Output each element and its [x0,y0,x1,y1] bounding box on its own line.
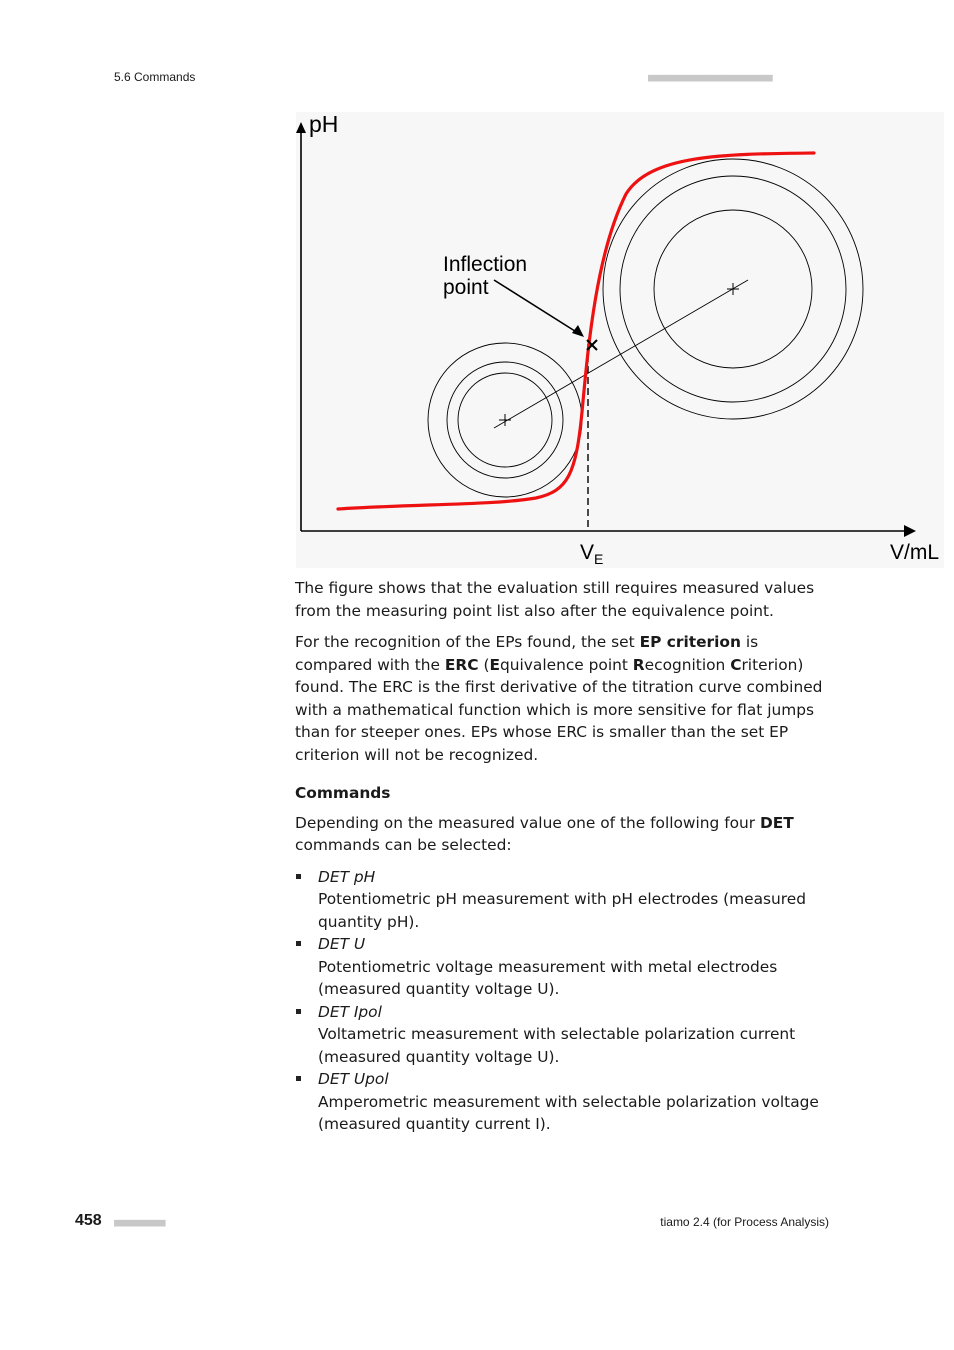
text-run: quivalence point [499,655,633,674]
list-item-det-u [295,933,835,1001]
paragraph-figure-explanation: The figure shows that the evaluation still requires measured values from the measuring point list also after the equivalence point. [295,579,815,620]
text-run: ecognition [644,655,731,674]
acronym-letter-c: C [730,655,742,674]
page-number: 458 [75,1212,102,1229]
list-item-det-ipol [295,1001,835,1069]
acronym-letter-r: R [632,655,645,674]
command-description: Potentiometric voltage measurement with metal electrodes (measured quantity voltage U). [318,957,778,998]
text-run: is compared with the [295,633,759,674]
header-decoration-dots: ■■■■■■■■■■■■■■■■■■■■■■ [648,71,772,84]
header-section-title: 5.6 Commands [114,70,196,84]
term-ep-criterion: EP criterion [639,633,741,651]
text-run: Depending on the measured value one of the following four [295,813,761,832]
command-name: DET Ipol [318,1002,382,1021]
command-name: DET Upol [318,1070,389,1088]
list-item-det-upol [295,1068,835,1136]
command-description: Voltametric measurement with selectable polarization current (measured quantity voltage U). [318,1025,796,1066]
text-run: ( [478,655,490,674]
text-run: For the recognition of the EPs found, the set [295,633,640,651]
titration-curve-figure [296,112,944,568]
paragraph-ep-recognition [295,631,835,766]
footer-decoration-dots: ■■■■■■■■■ [114,1216,165,1229]
text-run: riterion) found. The ERC is the first derivative of the titration curve combined with a mathematical function which is more sensitive for flat jumps than for steeper ones. EPs whose ERC is smaller than the set EP criterion will not be recognized. [295,655,823,764]
term-det: DET [760,813,794,832]
bullet-square-icon [296,1076,301,1081]
annotation-line2: point [443,276,489,299]
y-axis-label: pH [309,112,339,137]
command-description: Potentiometric pH measurement with pH electrodes (measured quantity pH). [318,890,807,931]
det-command-list [295,866,835,1136]
figure-background [296,112,944,568]
acronym-letter-e: E [489,655,500,674]
command-name: DET pH [318,867,376,886]
x-axis-label: V/mL [890,541,940,564]
annotation-line1: Inflection [443,253,528,276]
section-heading-commands: Commands [295,784,391,802]
bullet-square-icon [296,941,301,946]
command-name: DET U [318,935,366,953]
footer-product-name: tiamo 2.4 (for Process Analysis) [660,1215,829,1229]
command-description: Amperometric measurement with selectable polarization voltage (measured quantity current I). [318,1092,819,1133]
ve-label-main: V [580,541,595,564]
text-run: commands can be selected: [295,836,512,854]
bullet-square-icon [296,1009,301,1014]
bullet-square-icon [296,874,301,879]
main-content [295,577,835,1136]
list-item-det-ph [295,866,835,934]
paragraph-det-intro [295,812,835,857]
term-erc: ERC [444,655,479,674]
ve-label-subscript: E [594,551,604,567]
